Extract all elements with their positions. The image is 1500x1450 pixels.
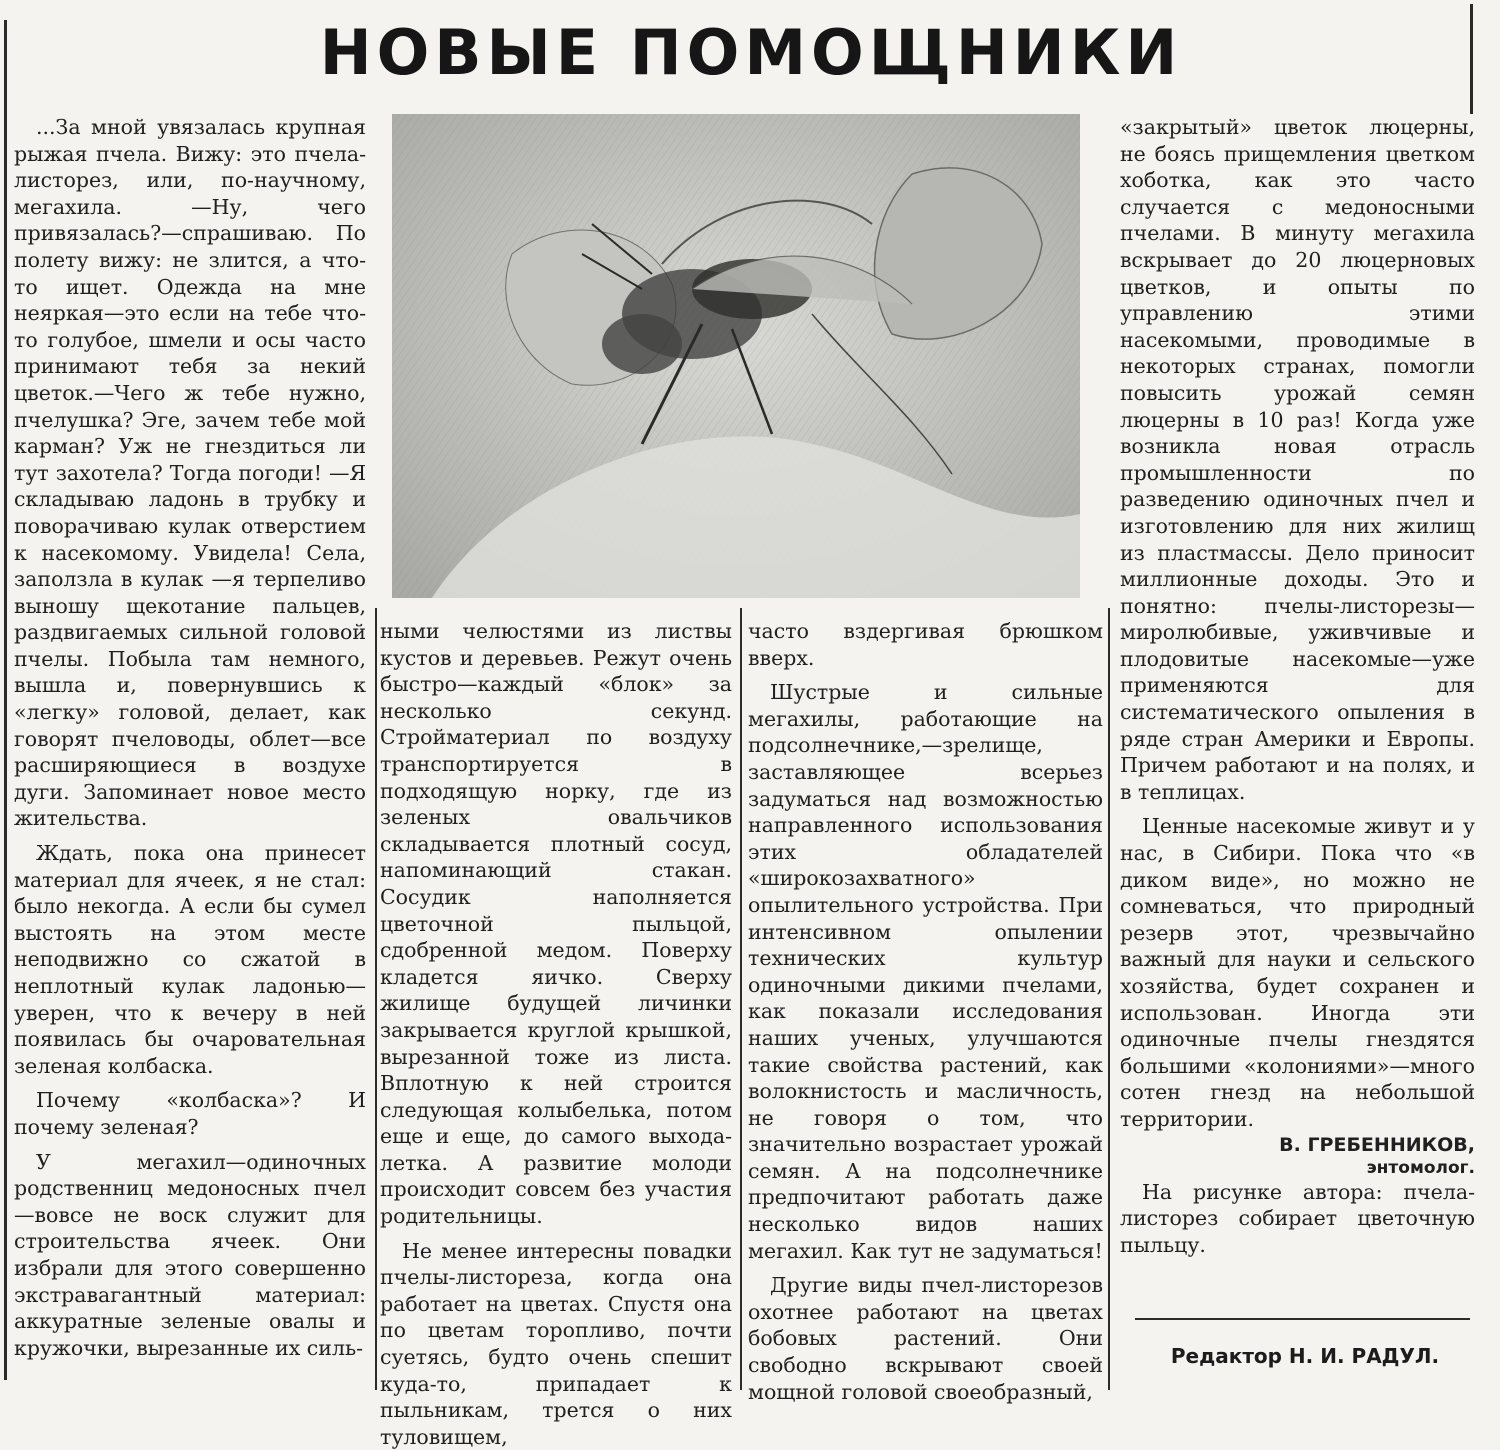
- editor-credit: Редактор Н. И. РАДУЛ.: [1170, 1344, 1440, 1368]
- col1-paragraph-2: Ждать, пока она принесет материал для ячеек, я не стал: было некогда. А если бы сумел выстоять на этом месте неподвижно со сжатой в неплотный кулак ладонью—уверен, что к вечеру в ней появилась бы очаровательная зеленая колбаска.: [14, 841, 366, 1078]
- col3-paragraph-3: Другие виды пчел-листорезов охотнее работают на цветах бобовых растений. Они свободно вскрывают своей мощной головой своеобразный,: [748, 1273, 1103, 1404]
- col2-paragraph-2: Не менее интересны повадки пчелы-листореза, когда она работает на цветах. Спустя она по цветам торопливо, почти суетясь, будто очень спешит куда-то, припадает к пыльникам, трется о них туловищем,: [380, 1238, 732, 1449]
- editor-rule: [1135, 1318, 1470, 1320]
- author-name: В. ГРЕБЕННИКОВ,: [1279, 1133, 1475, 1156]
- col1-paragraph-1: ...За мной увязалась крупная рыжая пчела. Вижу: это пчела-листорез, или, по-научному, мегахила. —Ну, чего привязалась?—спрашиваю. По полету вижу: не злится, а что-то ищет. Одежда на мне неяркая—это если на тебе что-то голубое, шмели и осы часто принимают тебя за некий цветок.—Чего ж тебе нужно, пчелушка? Эге, зачем тебе мой карман? Уж не гнездиться ли тут захотела? Тогда погоди! —Я складываю ладонь в трубку и поворачиваю кулак отверстием к насекомому. Увидела! Села, заползла в кулак —я терпеливо выношу щекотание пальцев, раздвигаемых сильной головой пчелы. Побыла там немного, вышла и, повернувшись к «легку» головой, делает, как говорят пчеловоды, облет—все расширяющиеся в воздухе дуги. Запоминает новое место жительства.: [14, 115, 366, 831]
- illustration-leafcutter-bee: [392, 114, 1080, 598]
- column-2: [380, 618, 732, 1450]
- col1-paragraph-4: У мегахил—одиночных родственниц медоносных пчел—вовсе не воск служит для строительства ячеек. Они избрали для этого совершенно экстравагантный материал: аккуратные зеленые овалы и кружочки, вырезанные их силь-: [14, 1149, 366, 1360]
- column-3: [748, 618, 1103, 1405]
- col4-paragraph-2: Ценные насекомые живут и у нас, в Сибири. Пока что «в диком виде», но можно не сомневаться, что природный резерв этот, чрезвычайно важный для науки и сельского хозяйства, будет сохранен и использован. Иногда эти одиночные пчелы гнездятся большими «колониями»—много сотен гнезд на небольшой территории.: [1120, 814, 1475, 1131]
- col1-paragraph-3: Почему «колбаска»? И почему зеленая?: [14, 1088, 366, 1139]
- column-rule-2: [740, 608, 742, 1390]
- illustration-caption: На рисунке автора: пчела-листорез собирает цветочную пыльцу.: [1120, 1179, 1475, 1257]
- col4-paragraph-1: «закрытый» цветок люцерны, не боясь прищемления цветком хоботка, как это часто случается с медоносными пчелами. В минуту мегахила вскрывает до 20 люцерновых цветков, и опыты по управлению этими насекомыми, проводимые в некоторых странах, помогли повысить урожай семян люцерны в 10 раз! Когда уже возникла новая отрасль промышленности по разведению одиночных пчел и изготовлению для них жилищ из пластмассы. Дело приносит миллионные доходы. Это и понятно: пчелы-листорезы—миролюбивые, уживчивые и плодовитые насекомые—уже применяются для систематического опыления в ряде стран Америки и Европы. Причем работают и на полях, и в теплицах.: [1120, 115, 1475, 804]
- bee-drawing: [392, 114, 1080, 598]
- author-title: энтомолог.: [1366, 1157, 1475, 1178]
- col3-paragraph-2: Шустрые и сильные мегахилы, работающие на подсолнечнике,—зрелище, заставляющее всерьез задуматься над возможностью направленного использования этих обладателей «широкозахватного» опылительного устройства. При интенсивном опылении технических культур одиночными дикими пчелами, как показали исследования наших ученых, улучшаются такие свойства растений, как волокнистость и масличность, не говоря о том, что значительно возрастает урожай семян. А на подсолнечнике предпочитают работать даже несколько видов наших мегахил. Как тут не задуматься!: [748, 680, 1103, 1263]
- column-rule-3: [1108, 608, 1110, 1390]
- col2-paragraph-1: ными челюстями из листвы кустов и деревьев. Режут очень быстро—каждый «блок» за несколько секунд. Стройматериал по воздуху транспортируется в подходящую норку, где из зеленых овальчиков складывается плотный сосуд, напоминающий стакан. Сосудик наполняется цветочной пыльцой, сдобренной медом. Поверху кладется яичко. Сверху жилище будущей личинки закрывается круглой крышкой, вырезанной тоже из листа. Вплотную к ней строится следующая колыбелька, потом еще и еще, до самого выхода-летка. А развитие молоди происходит совсем без участия родительницы.: [380, 619, 732, 1229]
- article-headline: НОВЫЕ ПОМОЩНИКИ: [319, 16, 1183, 89]
- col3-paragraph-1: часто вздергивая брюшком вверх.: [748, 619, 1103, 670]
- column-1: [14, 114, 366, 1361]
- column-4: [1120, 114, 1475, 1258]
- column-rule-1: [375, 608, 377, 1390]
- left-border-rule: [4, 20, 7, 1380]
